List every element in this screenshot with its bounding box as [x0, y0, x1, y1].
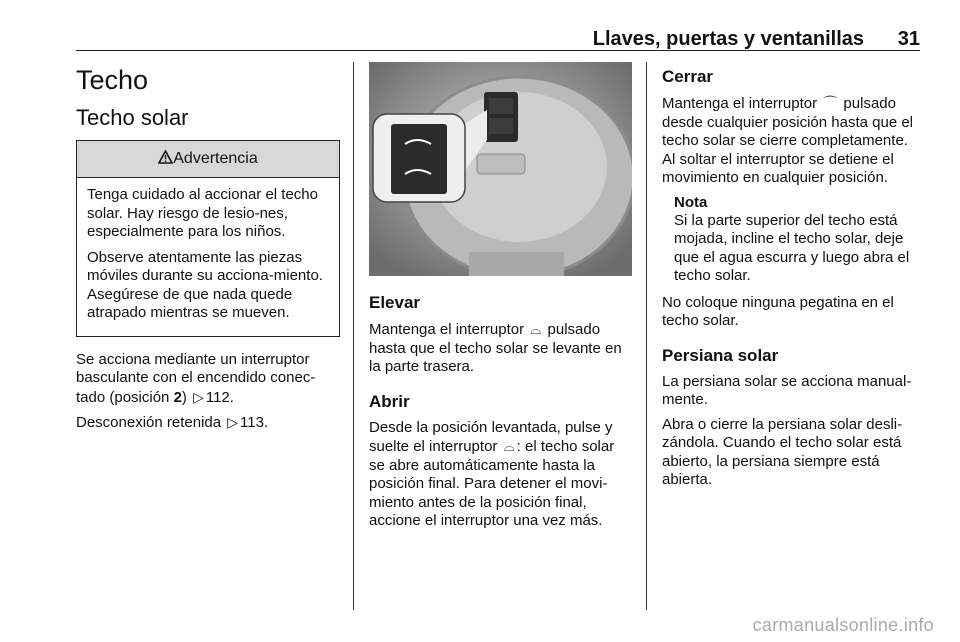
- paragraph-retained-off: [76, 413, 340, 433]
- page-reference[interactable]: 112.: [205, 388, 234, 406]
- warning-triangle-icon: [158, 150, 173, 164]
- page-ref-arrow-icon: ▷: [193, 388, 204, 405]
- paragraph-cerrar: [662, 94, 924, 188]
- column-3: [662, 62, 924, 496]
- paragraph-persiana-2: Abra o cierre la persiana solar desli-zándola. Cuando el techo solar está abierto, la persiana siempre está abierta.: [662, 415, 903, 488]
- heading-elevar: Elevar: [369, 293, 421, 312]
- paragraph-elevar: [369, 320, 632, 377]
- chapter-heading: Techo: [76, 65, 149, 95]
- paragraph-text: pulsado desde cualquier posición hasta que el techo solar se cierre completamente. Al soltar el interruptor se detiene el movimiento en cualquier posición.: [662, 95, 914, 186]
- sunroof-switch-illustration: [369, 62, 632, 276]
- paragraph-text: Desde la posición levantada, pulse y suelte el interruptor: [369, 418, 613, 455]
- page-ref-arrow-icon: ▷: [227, 414, 239, 430]
- paragraph-pegatina: No coloque ninguna pegatina en el techo solar.: [662, 293, 894, 329]
- tilt-switch-icon: ⌓: [503, 438, 515, 454]
- heading-cerrar: Cerrar: [662, 67, 714, 86]
- note-box: [674, 194, 924, 286]
- paragraph-text: Mantenga el interruptor: [662, 95, 822, 112]
- heading-persiana: Persiana solar: [662, 345, 779, 365]
- page-number: 31: [897, 28, 920, 50]
- paragraph-text: pulsado hasta que el techo solar se levante en la parte trasera.: [369, 321, 622, 375]
- warning-header: [77, 141, 339, 178]
- section-title: Llaves, puertas y ventanillas: [592, 28, 864, 50]
- sunroof-switch-photo: [369, 62, 632, 276]
- warning-box: [76, 140, 340, 337]
- note-title: Nota: [674, 193, 708, 211]
- position-number: 2: [173, 388, 182, 406]
- paragraph-text: Desconexión retenida: [76, 414, 226, 431]
- paragraph-persiana-1: La persiana solar se acciona manual-mente.: [662, 372, 912, 408]
- section-heading: Techo solar: [76, 105, 189, 130]
- paragraph-abrir: [369, 419, 632, 531]
- column-1: [76, 62, 340, 439]
- warning-text-2: Observe atentamente las piezas móviles durante su acciona-miento. Asegúrese de que nada quede atrapado mientras se mueven.: [87, 248, 323, 321]
- paragraph-operation: [76, 351, 340, 408]
- warning-title: Advertencia: [173, 150, 258, 167]
- paragraph-text: ): [181, 388, 192, 406]
- warning-text-1: Tenga cuidado al accionar el techo solar. Hay riesgo de lesio-nes, especialmente para los niños.: [87, 186, 318, 240]
- paragraph-text: : el techo solar se abre automáticamente hasta la posición final. Para detener el movi-miento antes de la posición final, accione el interruptor una vez más.: [369, 438, 615, 529]
- paragraph-text: Se acciona mediante un interruptor basculante con el encendido conec-tado (posición: [76, 350, 316, 406]
- column-divider: [353, 62, 354, 610]
- close-switch-icon: ⌒: [823, 95, 838, 111]
- tilt-switch-icon: ⌓: [530, 321, 542, 337]
- page-reference[interactable]: 113.: [240, 414, 269, 431]
- column-divider: [646, 62, 647, 610]
- note-text: Si la parte superior del techo está mojada, incline el techo solar, deje que el agua escurra y luego abra el techo solar.: [674, 211, 910, 284]
- column-2: [369, 62, 632, 537]
- paragraph-text: Mantenga el interruptor: [369, 321, 529, 338]
- heading-abrir: Abrir: [369, 391, 410, 411]
- watermark: carmanualsonline.info: [752, 615, 934, 635]
- page-header: [76, 22, 920, 51]
